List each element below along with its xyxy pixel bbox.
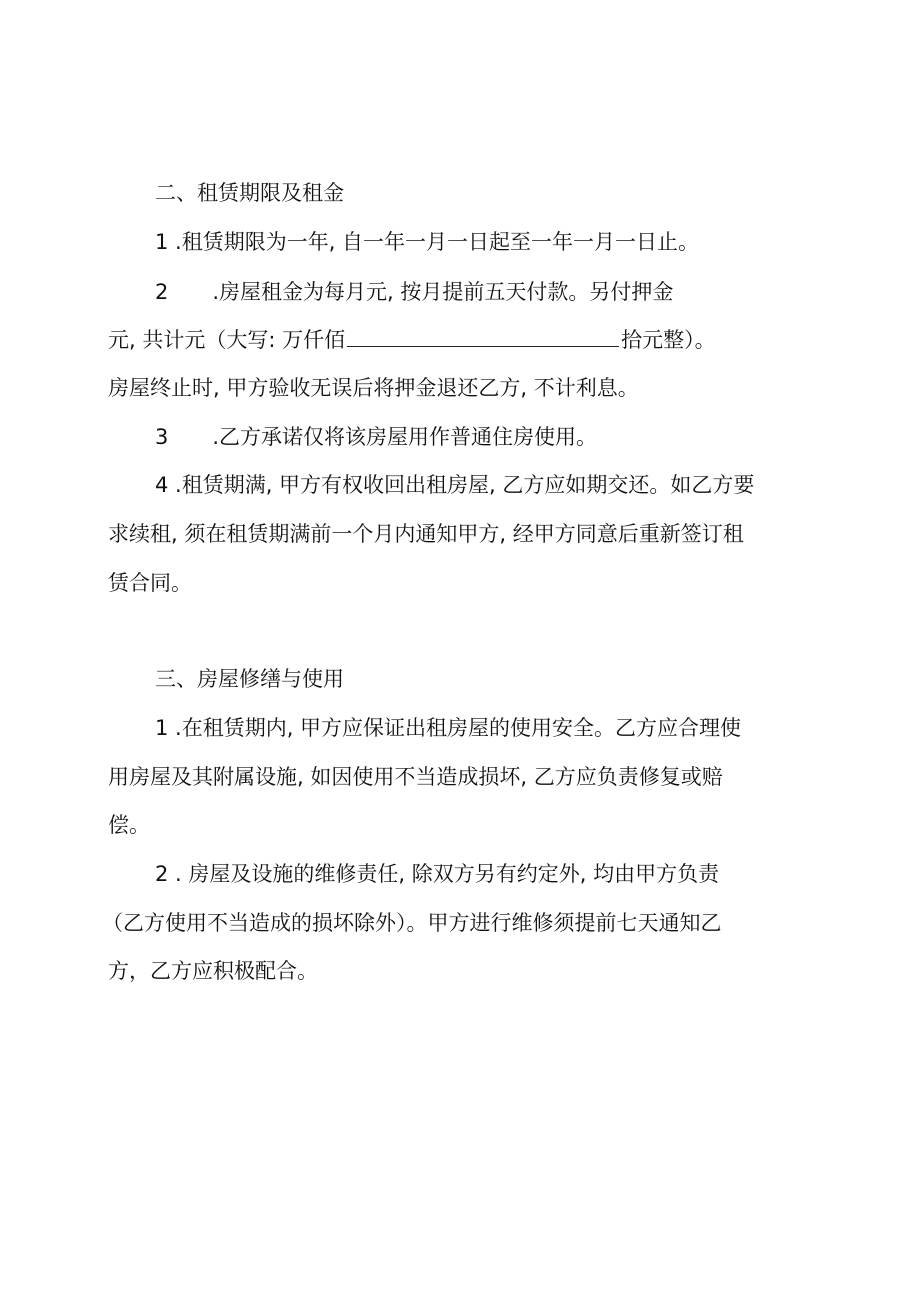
clause-2-2-text: .房屋租金为每月元, 按月提前五天付款。另付押金 — [212, 280, 674, 304]
clause-2-3-text: .乙方承诺仅将该房屋用作普通住房使用。 — [212, 425, 598, 449]
section-3-heading: 三、房屋修缮与使用 — [155, 667, 344, 691]
clause-2-2-text-a: 元, 共计元（大写: 万仟佰 — [108, 328, 346, 352]
clause-3-2-line-3: 方，乙方应积极配合。 — [108, 959, 318, 983]
clause-2-3 — [155, 423, 597, 451]
clause-3-2-line-2: （乙方使用不当造成的损坏除外）。甲方进行维修须提前七天通知乙 — [102, 911, 722, 935]
clause-2-4-line-2: 求续租, 须在租赁期满前一个月内通知甲方, 经甲方同意后重新签订租 — [108, 522, 744, 546]
clause-3-1-line-2: 用房屋及其附属设施, 如因使用不当造成损坏, 乙方应负责修复或赔 — [108, 765, 723, 789]
amount-blank-line — [347, 328, 619, 347]
clause-2-2-line-1 — [155, 278, 673, 306]
clause-3-1-line-1: 1 .在租赁期内, 甲方应保证出租房屋的使用安全。乙方应合理使 — [155, 716, 742, 740]
clause-2-4-line-1: 4 .租赁期满, 甲方有权收回出租房屋, 乙方应如期交还。如乙方要 — [155, 473, 755, 497]
clause-2-2-number: 2 — [155, 280, 169, 304]
clause-3-1-line-3: 偿。 — [108, 813, 150, 837]
section-2-heading: 二、租赁期限及租金 — [155, 181, 344, 205]
clause-2-2-text-b: 拾元整）。 — [621, 328, 716, 352]
clause-2-2-line-2 — [108, 326, 716, 354]
clause-2-2-line-3: 房屋终止时, 甲方验收无误后将押金退还乙方, 不计利息。 — [108, 376, 639, 400]
clause-2-4-line-3: 赁合同。 — [108, 571, 192, 595]
clause-2-1: 1 .租赁期限为一年, 自一年一月一日起至一年一月一日止。 — [155, 230, 700, 254]
clause-3-2-line-1: 2 . 房屋及设施的维修责任, 除双方另有约定外, 均由甲方负责 — [155, 862, 720, 886]
clause-2-3-number: 3 — [155, 425, 169, 449]
